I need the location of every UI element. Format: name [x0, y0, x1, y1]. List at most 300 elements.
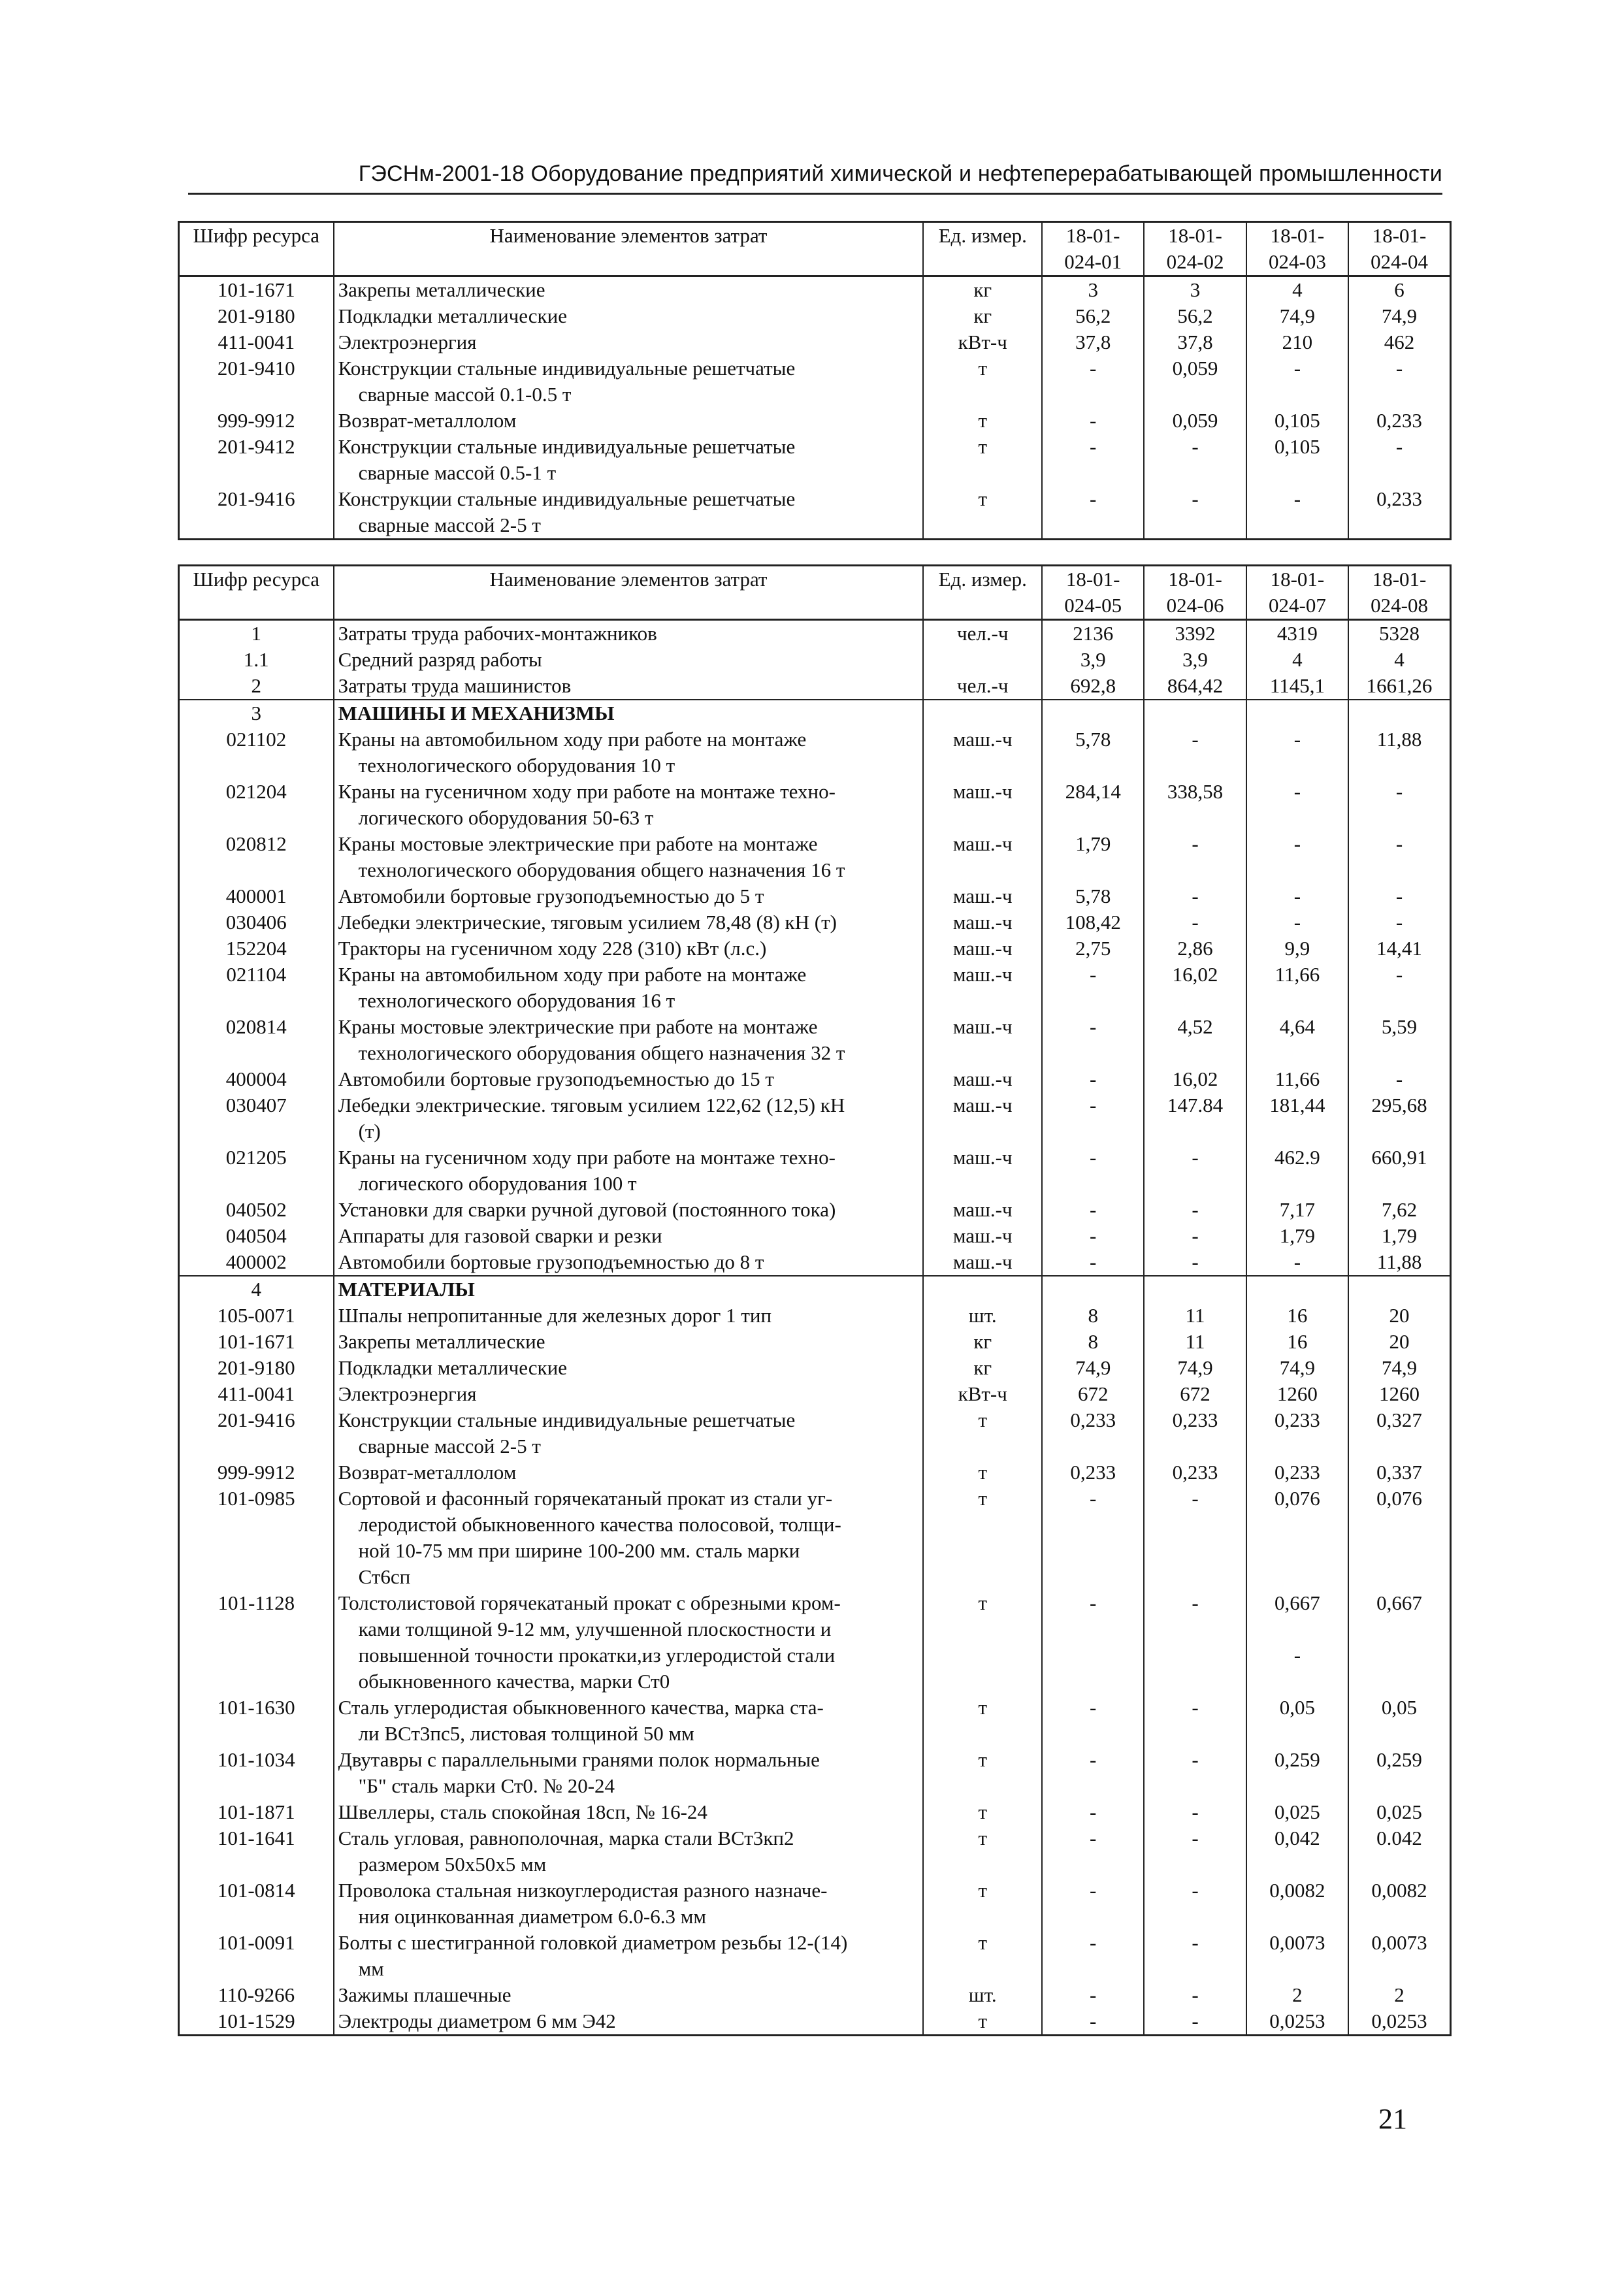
table-row [179, 1303, 1451, 1329]
cell-name: Автомобили бортовые грузоподъемностью до 15 т [334, 1066, 924, 1092]
cell-code: 021104 [179, 962, 334, 1014]
table-row [179, 1014, 1451, 1066]
cell-value: - [1042, 1486, 1144, 1590]
cell-name: Электроэнергия [334, 329, 924, 355]
cell-unit: маш.-ч [923, 1145, 1042, 1197]
cell-unit: шт. [923, 1982, 1042, 2008]
cell-unit: маш.-ч [923, 1066, 1042, 1092]
cell-value: - [1348, 883, 1450, 909]
cell-name: Средний разряд работы [334, 647, 924, 673]
cell-value: 0,667 [1348, 1590, 1450, 1695]
table-row [179, 355, 1451, 408]
cell-value: 295,68 [1348, 1092, 1450, 1145]
cell-value: 672 [1144, 1381, 1246, 1407]
table-row [179, 647, 1451, 673]
cell-value: 2 [1348, 1982, 1450, 2008]
cell-value: - [1042, 434, 1144, 486]
cell-value: 0,233 [1144, 1407, 1246, 1459]
cell-name: Возврат-металлолом [334, 408, 924, 434]
cell-value: 692,8 [1042, 673, 1144, 700]
cell-value: - [1246, 1249, 1348, 1276]
cell-value: - [1042, 1930, 1144, 1982]
cell-unit: маш.-ч [923, 883, 1042, 909]
cell-value: - [1042, 1014, 1144, 1066]
cell-value: 16,02 [1144, 962, 1246, 1014]
cell-name: Подкладки металлические [334, 303, 924, 329]
cell-value: 108,42 [1042, 909, 1144, 935]
cell-value: 0,0253 [1348, 2008, 1450, 2036]
cell-code: 101-1034 [179, 1747, 334, 1799]
cell-value: - [1144, 883, 1246, 909]
cell-code: 101-1671 [179, 1329, 334, 1355]
table-row [179, 1381, 1451, 1407]
cell-unit: т [923, 1825, 1042, 1878]
table-row [179, 434, 1451, 486]
column-header: Ед. измер. [923, 566, 1042, 620]
cell-value [1144, 1276, 1246, 1303]
cell-value: 0,233 [1348, 408, 1450, 434]
table-row [179, 1982, 1451, 2008]
resource-table-1 [178, 221, 1452, 540]
cell-code: 101-0985 [179, 1486, 334, 1590]
cell-code: 4 [179, 1276, 334, 1303]
cell-value: 5328 [1348, 620, 1450, 647]
cell-value: 74,9 [1348, 303, 1450, 329]
cell-value: - [1042, 2008, 1144, 2036]
cell-name: МАТЕРИАЛЫ [334, 1276, 924, 1303]
cell-name: Тракторы на гусеничном ходу 228 (310) кВт (л.с.) [334, 935, 924, 962]
cell-value: - [1042, 1878, 1144, 1930]
cell-unit: т [923, 1590, 1042, 1695]
cell-value: 3,9 [1144, 647, 1246, 673]
cell-unit: кг [923, 276, 1042, 304]
cell-value: - [1348, 355, 1450, 408]
cell-value: - [1144, 1825, 1246, 1878]
cell-unit: кг [923, 303, 1042, 329]
cell-value: - [1144, 1982, 1246, 2008]
cell-value: 672 [1042, 1381, 1144, 1407]
cell-unit: кВт-ч [923, 1381, 1042, 1407]
cell-code: 101-0091 [179, 1930, 334, 1982]
cell-value: - [1042, 1223, 1144, 1249]
cell-value: 11 [1144, 1329, 1246, 1355]
cell-code: 411-0041 [179, 1381, 334, 1407]
cell-name: Краны на гусеничном ходу при работе на монтаже техно- логического оборудования 100 т [334, 1145, 924, 1197]
cell-value: 7,17 [1246, 1197, 1348, 1223]
cell-value: 16 [1246, 1303, 1348, 1329]
cell-unit: маш.-ч [923, 1014, 1042, 1066]
cell-unit: т [923, 2008, 1042, 2036]
cell-value: - [1246, 909, 1348, 935]
cell-value: - [1144, 1799, 1246, 1825]
cell-value: - [1042, 1799, 1144, 1825]
cell-name: Конструкции стальные индивидуальные решетчатые сварные массой 0.1-0.5 т [334, 355, 924, 408]
cell-code: 021102 [179, 726, 334, 779]
cell-value: 3,9 [1042, 647, 1144, 673]
cell-value: - [1144, 1223, 1246, 1249]
cell-value: 0,076 [1246, 1486, 1348, 1590]
cell-unit: т [923, 1459, 1042, 1486]
cell-unit: т [923, 486, 1042, 540]
cell-value: - [1042, 408, 1144, 434]
cell-value: 6 [1348, 276, 1450, 304]
cell-name: Затраты труда рабочих-монтажников [334, 620, 924, 647]
cell-value: 210 [1246, 329, 1348, 355]
cell-value: 74,9 [1042, 1355, 1144, 1381]
cell-value: 11,88 [1348, 1249, 1450, 1276]
cell-value: 11,88 [1348, 726, 1450, 779]
cell-name: Затраты труда машинистов [334, 673, 924, 700]
cell-value: 4 [1246, 276, 1348, 304]
cell-unit: маш.-ч [923, 779, 1042, 831]
cell-name: Электроэнергия [334, 1381, 924, 1407]
cell-value: 0,0082 [1348, 1878, 1450, 1930]
cell-value: 0,233 [1246, 1407, 1348, 1459]
table-row [179, 620, 1451, 647]
table-row [179, 1590, 1451, 1695]
cell-value: 4 [1246, 647, 1348, 673]
cell-code: 101-1671 [179, 276, 334, 304]
table-row [179, 1825, 1451, 1878]
cell-code: 020812 [179, 831, 334, 883]
cell-unit: т [923, 1799, 1042, 1825]
cell-value: 338,58 [1144, 779, 1246, 831]
cell-name: Аппараты для газовой сварки и резки [334, 1223, 924, 1249]
cell-value: 3 [1042, 276, 1144, 304]
column-header: 18-01- 024-05 [1042, 566, 1144, 620]
cell-value: - [1042, 1092, 1144, 1145]
cell-value: - [1144, 1695, 1246, 1747]
cell-value: 0,327 [1348, 1407, 1450, 1459]
cell-code: 201-9416 [179, 1407, 334, 1459]
cell-value [1348, 700, 1450, 726]
cell-value: 0,259 [1348, 1747, 1450, 1799]
cell-code: 400001 [179, 883, 334, 909]
cell-value [1042, 1276, 1144, 1303]
cell-code: 110-9266 [179, 1982, 334, 2008]
table-row [179, 1486, 1451, 1590]
cell-value: 0,105 [1246, 408, 1348, 434]
cell-value: 0,0082 [1246, 1878, 1348, 1930]
table-row [179, 1407, 1451, 1459]
table-row [179, 1459, 1451, 1486]
cell-unit: маш.-ч [923, 831, 1042, 883]
cell-code: 201-9416 [179, 486, 334, 540]
cell-code: 030406 [179, 909, 334, 935]
cell-code: 101-1529 [179, 2008, 334, 2036]
cell-code: 201-9412 [179, 434, 334, 486]
column-header: Шифр ресурса [179, 566, 334, 620]
cell-value: 2,75 [1042, 935, 1144, 962]
cell-unit: кг [923, 1329, 1042, 1355]
cell-unit: маш.-ч [923, 1092, 1042, 1145]
cell-code: 400004 [179, 1066, 334, 1092]
cell-unit [923, 647, 1042, 673]
cell-value [1144, 700, 1246, 726]
cell-value: 147.84 [1144, 1092, 1246, 1145]
cell-value: 5,78 [1042, 726, 1144, 779]
cell-value: 660,91 [1348, 1145, 1450, 1197]
cell-value: 0,233 [1144, 1459, 1246, 1486]
table-header-row [179, 566, 1451, 620]
cell-unit: маш.-ч [923, 1197, 1042, 1223]
column-header: 18-01- 024-02 [1144, 222, 1246, 276]
table-row [179, 1092, 1451, 1145]
table-row [179, 276, 1451, 304]
cell-value: - [1144, 909, 1246, 935]
cell-unit: шт. [923, 1303, 1042, 1329]
cell-unit: маш.-ч [923, 935, 1042, 962]
cell-code: 999-9912 [179, 1459, 334, 1486]
cell-code: 101-1641 [179, 1825, 334, 1878]
cell-value [1348, 1276, 1450, 1303]
cell-value: - [1144, 831, 1246, 883]
cell-value: 0,0073 [1348, 1930, 1450, 1982]
cell-value: - [1144, 726, 1246, 779]
table-row [179, 486, 1451, 540]
cell-code: 152204 [179, 935, 334, 962]
cell-value: 20 [1348, 1329, 1450, 1355]
cell-value: 16,02 [1144, 1066, 1246, 1092]
table-row [179, 700, 1451, 726]
cell-value: - [1144, 1747, 1246, 1799]
cell-value: - [1042, 486, 1144, 540]
cell-value: 3 [1144, 276, 1246, 304]
cell-name: Шпалы непропитанные для железных дорог 1 тип [334, 1303, 924, 1329]
table-row [179, 909, 1451, 935]
cell-value: - [1144, 1197, 1246, 1223]
cell-value: 74,9 [1144, 1355, 1246, 1381]
cell-unit: т [923, 1747, 1042, 1799]
cell-value: 3392 [1144, 620, 1246, 647]
cell-value: 4319 [1246, 620, 1348, 647]
cell-value: 8 [1042, 1303, 1144, 1329]
cell-value: 864,42 [1144, 673, 1246, 700]
cell-value: 16 [1246, 1329, 1348, 1355]
cell-name: Электроды диаметром 6 мм Э42 [334, 2008, 924, 2036]
cell-value: 74,9 [1348, 1355, 1450, 1381]
cell-code: 3 [179, 700, 334, 726]
cell-value: 0,05 [1348, 1695, 1450, 1747]
cell-name: Автомобили бортовые грузоподъемностью до 8 т [334, 1249, 924, 1276]
cell-unit: т [923, 434, 1042, 486]
cell-value: - [1144, 1486, 1246, 1590]
cell-unit: чел.-ч [923, 620, 1042, 647]
column-header: 18-01- 024-01 [1042, 222, 1144, 276]
cell-value [1042, 700, 1144, 726]
cell-value: - [1246, 831, 1348, 883]
cell-code: 101-1630 [179, 1695, 334, 1747]
cell-value: 0,025 [1246, 1799, 1348, 1825]
cell-value: - [1042, 1590, 1144, 1695]
table-row [179, 329, 1451, 355]
cell-name: Проволока стальная низкоуглеродистая разного назначе- ния оцинкованная диаметром 6.0-6.3 мм [334, 1878, 924, 1930]
cell-unit: т [923, 1930, 1042, 1982]
cell-name: Двутавры с параллельными гранями полок нормальные "Б" сталь марки Ст0. № 20-24 [334, 1747, 924, 1799]
column-header: Ед. измер. [923, 222, 1042, 276]
cell-value: 37,8 [1042, 329, 1144, 355]
cell-value: 0,233 [1246, 1459, 1348, 1486]
cell-value: 0,076 [1348, 1486, 1450, 1590]
cell-value: 0,059 [1144, 355, 1246, 408]
cell-code: 411-0041 [179, 329, 334, 355]
cell-value: 1145,1 [1246, 673, 1348, 700]
cell-value: - [1144, 486, 1246, 540]
table-row [179, 1066, 1451, 1092]
column-header: Наименование элементов затрат [334, 222, 924, 276]
cell-code: 105-0071 [179, 1303, 334, 1329]
cell-value: 56,2 [1144, 303, 1246, 329]
table-row [179, 1249, 1451, 1276]
table-row [179, 1878, 1451, 1930]
cell-value: 0,0253 [1246, 2008, 1348, 2036]
cell-name: Краны на автомобильном ходу при работе на монтаже технологического оборудования 10 т [334, 726, 924, 779]
cell-value: 181,44 [1246, 1092, 1348, 1145]
table-row [179, 1355, 1451, 1381]
cell-name: Швеллеры, сталь спокойная 18сп, № 16-24 [334, 1799, 924, 1825]
cell-unit: т [923, 355, 1042, 408]
cell-unit: чел.-ч [923, 673, 1042, 700]
cell-unit: маш.-ч [923, 1249, 1042, 1276]
cell-value: - [1144, 1249, 1246, 1276]
cell-value: 0,0073 [1246, 1930, 1348, 1982]
cell-value: - [1042, 1695, 1144, 1747]
table-row [179, 1695, 1451, 1747]
cell-value: - [1042, 1197, 1144, 1223]
cell-name: Сталь угловая, равнополочная, марка стали ВСт3кп2 размером 50х50х5 мм [334, 1825, 924, 1878]
cell-value: 1260 [1246, 1381, 1348, 1407]
cell-code: 1 [179, 620, 334, 647]
table-row [179, 1197, 1451, 1223]
cell-code: 020814 [179, 1014, 334, 1066]
cell-name: Конструкции стальные индивидуальные решетчатые сварные массой 2-5 т [334, 486, 924, 540]
cell-value: 56,2 [1042, 303, 1144, 329]
cell-code: 201-9180 [179, 1355, 334, 1381]
cell-name: Возврат-металлолом [334, 1459, 924, 1486]
cell-value: 4,64 [1246, 1014, 1348, 1066]
table-row [179, 1930, 1451, 1982]
cell-value: - [1042, 1145, 1144, 1197]
cell-code: 101-1871 [179, 1799, 334, 1825]
cell-value: - [1042, 355, 1144, 408]
cell-value: - [1144, 1878, 1246, 1930]
table-row [179, 1276, 1451, 1303]
cell-value: - [1042, 1249, 1144, 1276]
cell-value: 462 [1348, 329, 1450, 355]
cell-value: 37,8 [1144, 329, 1246, 355]
cell-name: Краны мостовые электрические при работе на монтаже технологического оборудования общего назначения 32 т [334, 1014, 924, 1066]
cell-code: 201-9410 [179, 355, 334, 408]
cell-unit: маш.-ч [923, 909, 1042, 935]
cell-code: 999-9912 [179, 408, 334, 434]
cell-value: 1260 [1348, 1381, 1450, 1407]
page-number: 21 [1378, 2103, 1407, 2135]
cell-value: 8 [1042, 1329, 1144, 1355]
cell-code: 040502 [179, 1197, 334, 1223]
cell-value: 0,059 [1144, 408, 1246, 434]
cell-value: - [1144, 1930, 1246, 1982]
cell-unit: кг [923, 1355, 1042, 1381]
cell-value: - [1144, 1145, 1246, 1197]
cell-code: 021204 [179, 779, 334, 831]
cell-value: - [1246, 355, 1348, 408]
table-row [179, 1223, 1451, 1249]
cell-value [1246, 700, 1348, 726]
cell-code: 1.1 [179, 647, 334, 673]
cell-code: 201-9180 [179, 303, 334, 329]
table-row [179, 2008, 1451, 2036]
table-row [179, 962, 1451, 1014]
cell-name: Зажимы плашечные [334, 1982, 924, 2008]
cell-value: 74,9 [1246, 303, 1348, 329]
cell-value: 0,025 [1348, 1799, 1450, 1825]
cell-name: Закрепы металлические [334, 1329, 924, 1355]
cell-code: 040504 [179, 1223, 334, 1249]
cell-value: 0,05 [1246, 1695, 1348, 1747]
cell-name: Краны на автомобильном ходу при работе на монтаже технологического оборудования 16 т [334, 962, 924, 1014]
cell-value: 14,41 [1348, 935, 1450, 962]
cell-name: Толстолистовой горячекатаный прокат с обрезными кром- ками толщиной 9-12 мм, улучшенной плоскостности и повышенной точности прокатки,из углеродистой стали обыкновенного качества, марки Ст0 [334, 1590, 924, 1695]
cell-name: Установки для сварки ручной дуговой (постоянного тока) [334, 1197, 924, 1223]
cell-value: 0,337 [1348, 1459, 1450, 1486]
cell-name: Автомобили бортовые грузоподъемностью до 5 т [334, 883, 924, 909]
cell-value: 0,042 [1246, 1825, 1348, 1878]
cell-name: Сталь углеродистая обыкновенного качества, марка ста- ли ВСт3пс5, листовая толщиной 50 мм [334, 1695, 924, 1747]
cell-value: 2,86 [1144, 935, 1246, 962]
cell-name: Закрепы металлические [334, 276, 924, 304]
cell-code: 101-0814 [179, 1878, 334, 1930]
table-header-row [179, 222, 1451, 276]
cell-value: 0,105 [1246, 434, 1348, 486]
cell-value: - [1348, 434, 1450, 486]
cell-value: - [1042, 1825, 1144, 1878]
cell-name: Лебедки электрические. тяговым усилием 122,62 (12,5) кН (т) [334, 1092, 924, 1145]
cell-code: 2 [179, 673, 334, 700]
table-row [179, 935, 1451, 962]
cell-value: 11,66 [1246, 1066, 1348, 1092]
cell-value: - [1348, 1066, 1450, 1092]
cell-value: 0,233 [1348, 486, 1450, 540]
table-row [179, 408, 1451, 434]
table-row [179, 1747, 1451, 1799]
cell-name: Лебедки электрические, тяговым усилием 78,48 (8) кН (т) [334, 909, 924, 935]
table-row [179, 831, 1451, 883]
cell-value: - [1042, 1066, 1144, 1092]
cell-unit: т [923, 1486, 1042, 1590]
cell-unit: т [923, 408, 1042, 434]
cell-value: - [1348, 831, 1450, 883]
column-header: 18-01- 024-03 [1246, 222, 1348, 276]
cell-value: 1,79 [1246, 1223, 1348, 1249]
cell-unit: т [923, 1407, 1042, 1459]
cell-value: 4,52 [1144, 1014, 1246, 1066]
cell-value: - [1042, 962, 1144, 1014]
cell-value: 2 [1246, 1982, 1348, 2008]
cell-value: 9,9 [1246, 935, 1348, 962]
cell-name: Конструкции стальные индивидуальные решетчатые сварные массой 2-5 т [334, 1407, 924, 1459]
cell-value: - [1144, 2008, 1246, 2036]
cell-name: Подкладки металлические [334, 1355, 924, 1381]
table-row [179, 1329, 1451, 1355]
table-row [179, 726, 1451, 779]
cell-value: 2136 [1042, 620, 1144, 647]
table-row [179, 883, 1451, 909]
cell-value: 7,62 [1348, 1197, 1450, 1223]
cell-value: - [1042, 1982, 1144, 2008]
cell-value: 284,14 [1042, 779, 1144, 831]
column-header: 18-01- 024-08 [1348, 566, 1450, 620]
cell-value: 11,66 [1246, 962, 1348, 1014]
